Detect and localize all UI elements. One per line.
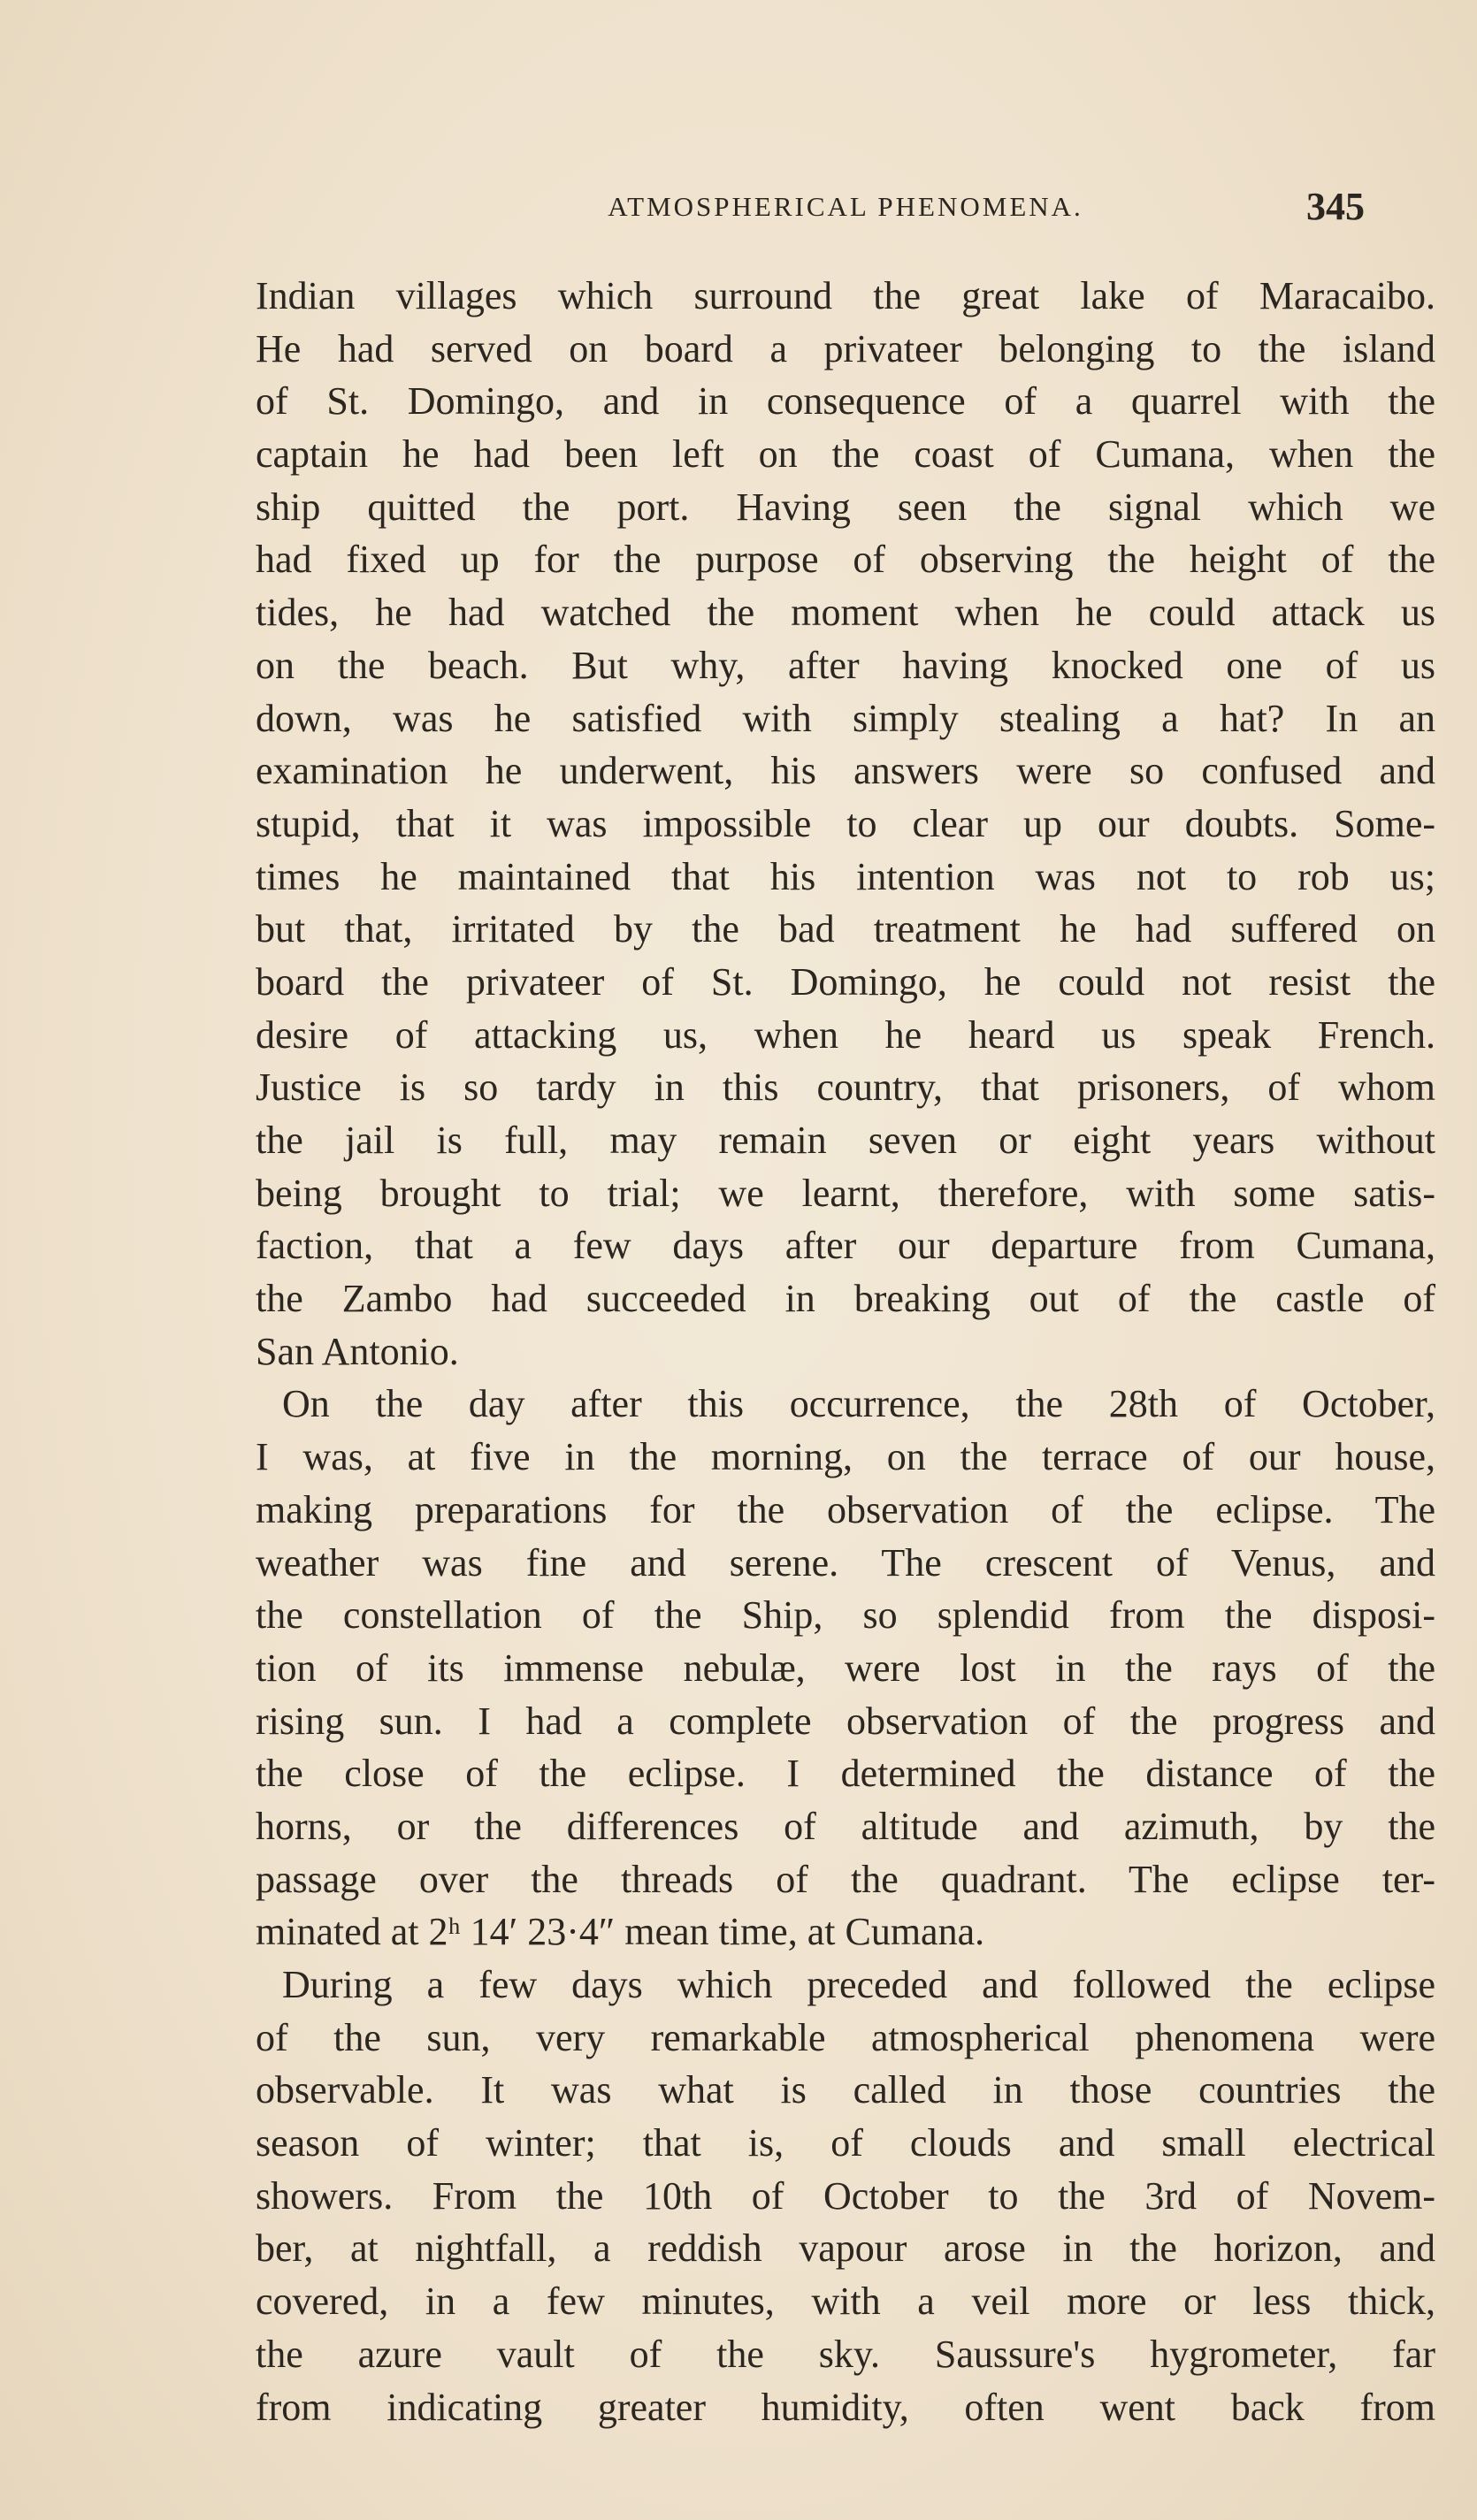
- text-line: the constellation of the Ship, so splendid from the disposi-: [256, 1593, 1435, 1638]
- text-line: the close of the eclipse. I determined the distance of the: [256, 1752, 1435, 1796]
- text-line: of the sun, very remarkable atmospherical phenomena were: [256, 2015, 1435, 2059]
- text-line: On the day after this occurrence, the 28th of October,: [282, 1382, 1435, 1426]
- text-line: captain he had been left on the coast of Cumana, when the: [256, 432, 1435, 477]
- text-line: times he maintained that his intention was not to rob us;: [256, 854, 1435, 898]
- page-number: 345: [1306, 185, 1365, 228]
- text-line: covered, in a few minutes, with a veil more or less thick,: [256, 2279, 1435, 2324]
- text-line: board the privateer of St. Domingo, he could not resist the: [256, 959, 1435, 1004]
- running-head-title: ATMOSPHERICAL PHENOMENA.: [608, 191, 1083, 222]
- text-line: on the beach. But why, after having knocked one of us: [256, 643, 1435, 687]
- text-line: rising sun. I had a complete observation of the progress and: [256, 1699, 1435, 1743]
- text-line: minated at 2ʰ 14′ 23·4″ mean time, at Cumana.: [256, 1910, 985, 1954]
- text-line: ship quitted the port. Having seen the signal which we: [256, 485, 1435, 529]
- text-line: observable. It was what is called in those countries the: [256, 2068, 1435, 2112]
- text-line: faction, that a few days after our departure from Cumana,: [256, 1224, 1435, 1268]
- text-line: had fixed up for the purpose of observing the height of the: [256, 538, 1435, 582]
- text-line: being brought to trial; we learnt, therefore, with some satis-: [256, 1171, 1435, 1215]
- running-head: [256, 184, 1435, 228]
- text-line: down, was he satisfied with simply stealing a hat? In an: [256, 696, 1435, 740]
- text-line: San Antonio.: [256, 1329, 459, 1373]
- text-line: the azure vault of the sky. Saussure's hygrometer, far: [256, 2332, 1435, 2376]
- text-line: of St. Domingo, and in consequence of a quarrel with the: [256, 379, 1435, 424]
- text-line: tides, he had watched the moment when he could attack us: [256, 591, 1435, 635]
- text-line: ber, at nightfall, a reddish vapour arose in the horizon, and: [256, 2226, 1435, 2271]
- paragraph: [256, 1959, 1435, 2433]
- text-line: examination he underwent, his answers were so confused and: [256, 749, 1435, 793]
- text-line: passage over the threads of the quadrant. The eclipse ter-: [256, 1857, 1435, 1901]
- text-line: weather was fine and serene. The crescent of Venus, and: [256, 1540, 1435, 1585]
- text-line: desire of attacking us, when he heard us speak French.: [256, 1012, 1435, 1057]
- text-line: During a few days which preceded and followed the eclipse: [282, 1963, 1435, 2006]
- text-line: He had served on board a privateer belonging to the island: [256, 326, 1435, 370]
- text-line: horns, or the differences of altitude and azimuth, by the: [256, 1804, 1435, 1848]
- text-line: Justice is so tardy in this country, that prisoners, of whom: [256, 1065, 1435, 1110]
- text-line: the Zambo had succeeded in breaking out of the castle of: [256, 1277, 1435, 1321]
- paragraph: [256, 1378, 1435, 1959]
- text-line: I was, at five in the morning, on the terrace of our house,: [256, 1435, 1435, 1479]
- text-line: showers. From the 10th of October to the 3rd of Novem-: [256, 2173, 1435, 2218]
- text-line: from indicating greater humidity, often went back from: [256, 2385, 1435, 2429]
- text-line: tion of its immense nebulæ, were lost in the rays of the: [256, 1646, 1435, 1690]
- text-line: making preparations for the observation of the eclipse. The: [256, 1487, 1435, 1531]
- text-line: but that, irritated by the bad treatment he had suffered on: [256, 907, 1435, 951]
- text-line: Indian villages which surround the great lake of Maracaibo.: [256, 274, 1435, 317]
- text-line: the jail is full, may remain seven or eight years without: [256, 1119, 1435, 1162]
- paragraph: [256, 270, 1435, 1378]
- body-text: [256, 270, 1435, 2433]
- text-line: stupid, that it was impossible to clear up our doubts. Some-: [256, 801, 1435, 845]
- text-line: season of winter; that is, of clouds and small electrical: [256, 2121, 1435, 2165]
